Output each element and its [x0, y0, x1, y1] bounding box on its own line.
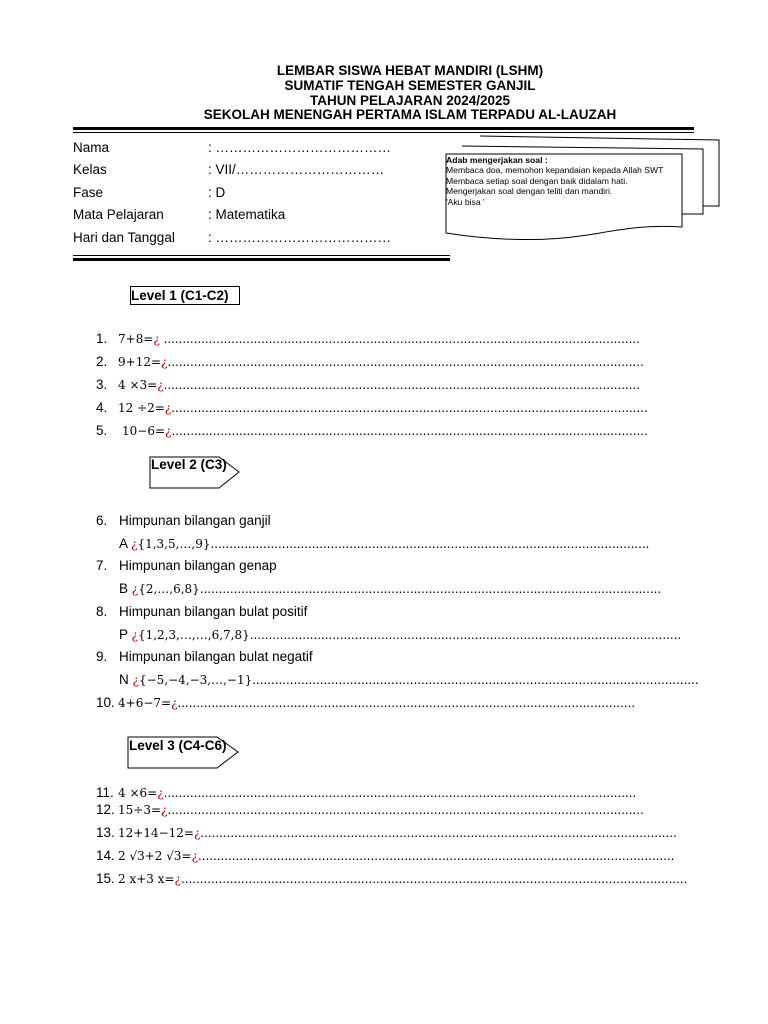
answer-blank: ..........................................................................................................................	[177, 695, 636, 710]
question-8-set: {1,2,3,…,…,6,7,8}	[137, 628, 250, 642]
question-3-expr: 4 ×3=	[118, 378, 158, 392]
identity-rule-thin	[73, 255, 450, 256]
identity-label-phase: Fase	[73, 185, 104, 200]
question-number: 11.	[96, 785, 114, 800]
identity-label-name: Nama	[73, 140, 110, 155]
question-10-expr: 4+6−7=	[118, 696, 172, 710]
question-12-expr: 15÷3=	[118, 803, 162, 817]
question-6-prefix: A	[119, 536, 132, 551]
question-8-text: Himpunan bilangan bulat positif	[119, 604, 308, 619]
question-1-expr: 7+8=	[118, 332, 154, 346]
question-1-line	[118, 331, 705, 346]
question-number: 4.	[96, 400, 108, 415]
title-line-2: SUMATIF TENGAH SEMESTER GANJIL	[284, 78, 536, 93]
level-2-label: Level 2 (C3)	[151, 457, 227, 472]
answer-blank: .......................................................................................................................	[252, 672, 699, 687]
answer-blank: ...............................................................................................................................	[171, 400, 648, 415]
question-4-line	[118, 400, 705, 415]
question-12-line	[118, 802, 705, 817]
question-15-expr: 2 x+3 x=	[118, 872, 175, 886]
question-7-prefix: B	[119, 581, 132, 596]
title-line-1: LEMBAR SISWA HEBAT MANDIRI (LSHM)	[276, 63, 544, 78]
question-number: 14.	[96, 848, 115, 863]
question-9-mark: ¿	[132, 673, 139, 687]
answer-blank: ...............................................................................................................................	[198, 848, 675, 863]
question-14-expr: 2 √3+2 √3=	[118, 849, 192, 863]
question-8-prefix: P	[119, 627, 132, 642]
header-rule-thick	[73, 127, 694, 130]
answer-blank: ...............................................................................................................................	[163, 377, 640, 392]
identity-label-class: Kelas	[73, 162, 107, 177]
answer-blank: ...............................................................................................................................	[159, 331, 640, 346]
question-11-expr: 4 ×6=	[118, 786, 158, 800]
question-7-line	[119, 581, 696, 596]
question-number: 6.	[96, 513, 108, 528]
question-number: 9.	[96, 649, 108, 664]
question-15-mark: ¿	[174, 872, 181, 886]
level-3-label: Level 3 (C4-C6)	[129, 738, 227, 753]
adab-line-2: Membaca setiap soal dengan baik didalam hati.	[446, 176, 628, 186]
question-11-mark: ¿	[157, 786, 164, 800]
identity-rule-thick	[73, 258, 450, 261]
identity-value-name: : …………………………………	[208, 140, 392, 155]
answer-blank: ...............................................................................................................................	[167, 354, 644, 369]
question-number: 3.	[96, 377, 108, 392]
level-1-label: Level 1 (C1-C2)	[131, 288, 229, 303]
answer-blank: ...............................................................................................................................	[200, 825, 677, 840]
question-12-mark: ¿	[161, 803, 168, 817]
question-number: 15.	[96, 871, 115, 886]
identity-label-subject: Mata Pelajaran	[73, 207, 164, 222]
question-9-text: Himpunan bilangan bulat negatif	[119, 649, 313, 664]
answer-blank: .....................................................................................................................	[210, 536, 650, 551]
question-6-mark: ¿	[131, 537, 138, 551]
identity-label-date: Hari dan Tanggal	[73, 230, 175, 245]
question-number: 10.	[96, 695, 115, 710]
question-5-expr: 10−6=	[122, 424, 166, 438]
answer-blank: ...........................................................................................................................	[199, 581, 662, 596]
question-13-mark: ¿	[193, 826, 201, 840]
answer-blank: .......................................................................................................................................	[180, 871, 688, 886]
question-4-mark: ¿	[164, 401, 172, 415]
question-number: 8.	[96, 604, 108, 619]
question-7-text: Himpunan bilangan genap	[119, 558, 277, 573]
question-10-line	[118, 695, 696, 710]
question-number: 1.	[96, 331, 108, 346]
title-line-4: SEKOLAH MENENGAH PERTAMA ISLAM TERPADU AL-LAUZAH	[203, 107, 617, 122]
question-3-line	[118, 377, 705, 392]
question-number: 5.	[96, 423, 108, 438]
question-9-line	[119, 672, 705, 687]
question-5-mark: ¿	[165, 424, 172, 438]
question-11-line	[118, 785, 696, 800]
answer-blank: ...............................................................................................................................	[167, 802, 644, 817]
question-6-set: {1,3,5,…,9}	[137, 537, 211, 551]
question-14-mark: ¿	[191, 849, 199, 863]
question-number: 13.	[96, 825, 115, 840]
answer-blank: ...............................................................................................................................	[171, 423, 648, 438]
adab-title: Adab mengerjakan soal :	[446, 155, 548, 165]
adab-line-1: Membaca doa, memohon kepandaian kepada Allah SWT	[446, 165, 664, 175]
identity-value-subject: : Matematika	[208, 207, 286, 222]
question-13-expr: 12+14−12=	[118, 826, 194, 840]
question-2-expr: 9+12=	[118, 355, 162, 369]
question-2-line	[118, 354, 705, 369]
answer-blank: ...................................................................................................................	[249, 627, 682, 642]
question-10-mark: ¿	[171, 696, 178, 710]
identity-value-class: : VII/……………………………	[208, 162, 385, 177]
question-6-text: Himpunan bilangan ganjil	[119, 513, 271, 528]
question-5-line	[122, 423, 705, 438]
question-9-set: {−5,−4,−3,…,−1}	[138, 673, 253, 687]
question-number: 7.	[96, 558, 108, 573]
adab-line-3: Mengerjakan soal dengan teliti dan mandiri.	[446, 186, 613, 196]
question-8-mark: ¿	[131, 628, 138, 642]
question-2-mark: ¿	[161, 355, 168, 369]
question-7-mark: ¿	[131, 582, 139, 596]
question-6-line	[119, 536, 696, 551]
question-9-prefix: N	[119, 672, 133, 687]
question-14-line	[118, 848, 705, 863]
question-15-line	[118, 871, 708, 886]
adab-line-4: 'Aku bisa '	[446, 197, 485, 207]
question-number: 12.	[96, 802, 115, 817]
question-1-mark: ¿	[153, 332, 160, 346]
question-13-line	[118, 825, 705, 840]
question-3-mark: ¿	[157, 378, 164, 392]
identity-value-date: : …………………………………	[208, 230, 392, 245]
question-7-set: {2,…,6,8}	[138, 582, 200, 596]
identity-value-phase: : D	[208, 185, 226, 200]
answer-blank: ..............................................................................................................................	[163, 785, 637, 800]
question-number: 2.	[96, 354, 108, 369]
question-8-line	[119, 627, 696, 642]
question-4-expr: 12 ÷2=	[118, 401, 165, 415]
title-line-3: TAHUN PELAJARAN 2024/2025	[309, 93, 511, 108]
